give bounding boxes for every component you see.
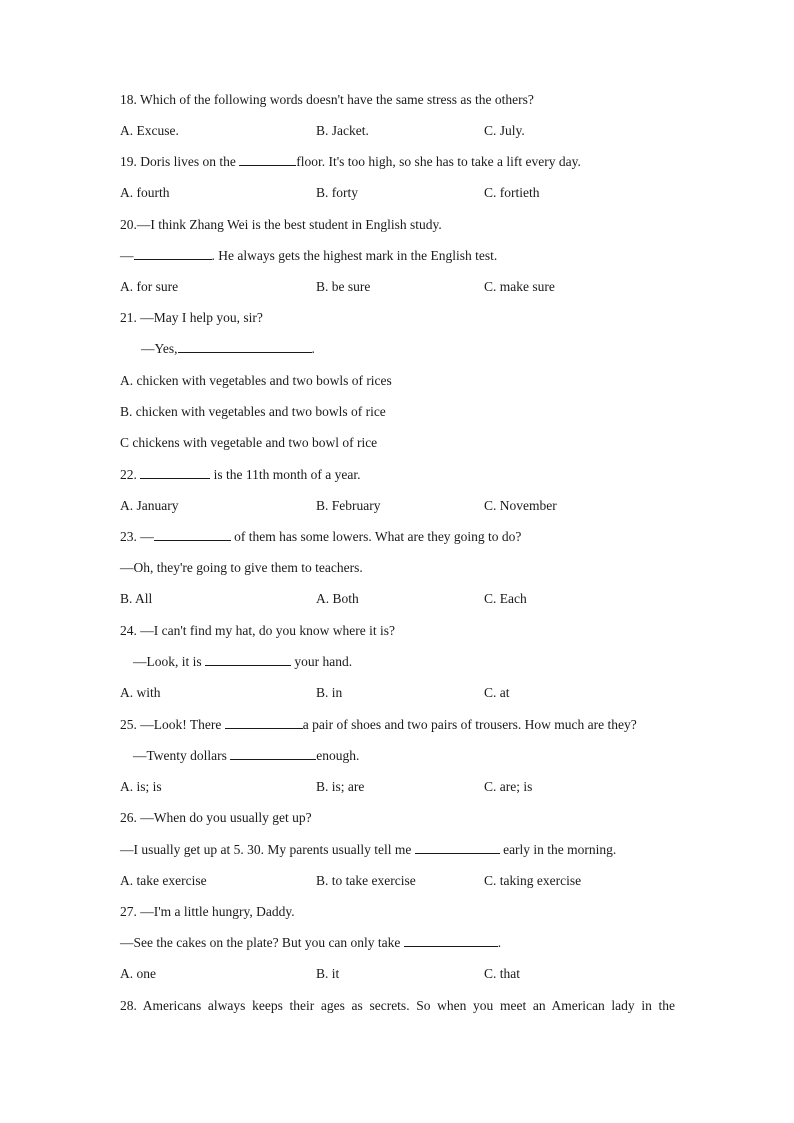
question-19-option-a: A. fourth <box>120 185 170 200</box>
question-23-option-3: C. Each <box>484 591 527 606</box>
question-27-option-c: C. that <box>484 966 520 981</box>
question-25-line2: —Twenty dollars enough. <box>133 748 360 763</box>
answer-blank <box>205 653 291 666</box>
question-25-line1: 25. —Look! There a pair of shoes and two pairs of trousers. How much are they? <box>120 717 637 732</box>
answer-blank <box>415 841 500 854</box>
question-26-option-a: A. take exercise <box>120 873 207 888</box>
question-26-line1: 26. —When do you usually get up? <box>120 810 312 825</box>
answer-blank <box>239 153 296 166</box>
question-22-option-c: C. November <box>484 498 557 513</box>
question-24-option-b: B. in <box>316 685 343 700</box>
question-21-line1: 21. —May I help you, sir? <box>120 310 263 325</box>
question-27-option-a: A. one <box>120 966 156 981</box>
question-20-option-a: A. for sure <box>120 279 179 294</box>
question-18-option-c: C. July. <box>484 123 525 138</box>
question-27-line1: 27. —I'm a little hungry, Daddy. <box>120 904 295 919</box>
question-21-line2: —Yes, . <box>141 341 315 356</box>
question-18-option-b: B. Jacket. <box>316 123 369 138</box>
question-20-option-c: C. make sure <box>484 279 555 294</box>
question-19-option-b: B. forty <box>316 185 358 200</box>
question-23-option-2: A. Both <box>316 591 359 606</box>
question-25-option-a: A. is; is <box>120 779 162 794</box>
question-22-option-a: A. January <box>120 498 179 513</box>
question-20-line2: — . He always gets the highest mark in the English test. <box>120 248 498 263</box>
question-20-line1: 20.—I think Zhang Wei is the best student in English study. <box>120 217 442 232</box>
question-24-line2: —Look, it is your hand. <box>133 654 353 669</box>
question-26-line2: —I usually get up at 5. 30. My parents usually tell me early in the morning. <box>120 842 617 857</box>
question-27-option-b: B. it <box>316 966 340 981</box>
question-21-option-c: C chickens with vegetable and two bowl of rice <box>120 435 378 450</box>
answer-blank <box>154 528 231 541</box>
question-25-option-b: B. is; are <box>316 779 365 794</box>
answer-blank <box>404 934 498 947</box>
question-28-line1: 28. Americans always keeps their ages as secrets. So when you meet an American lady in the <box>120 998 675 1013</box>
question-19-option-c: C. fortieth <box>484 185 540 200</box>
answer-blank <box>134 247 212 260</box>
question-23-line1: 23. — of them has some lowers. What are they going to do? <box>120 529 522 544</box>
question-18-option-a: A. Excuse. <box>120 123 179 138</box>
question-27-line2: —See the cakes on the plate? But you can only take . <box>120 935 502 950</box>
answer-blank <box>178 340 312 353</box>
answer-blank <box>230 747 316 760</box>
question-24-line1: 24. —I can't find my hat, do you know where it is? <box>120 623 396 638</box>
question-24-option-c: C. at <box>484 685 510 700</box>
question-20-option-b: B. be sure <box>316 279 371 294</box>
question-19-stem: 19. Doris lives on the floor. It's too high, so she has to take a lift every day. <box>120 154 581 169</box>
question-22-stem: 22. is the 11th month of a year. <box>120 467 361 482</box>
answer-blank <box>225 716 303 729</box>
answer-blank <box>140 466 210 479</box>
question-21-option-a: A. chicken with vegetables and two bowls of rices <box>120 373 392 388</box>
question-25-option-c: C. are; is <box>484 779 533 794</box>
question-18-stem: 18. Which of the following words doesn't have the same stress as the others? <box>120 92 534 107</box>
question-26-option-b: B. to take exercise <box>316 873 416 888</box>
question-24-option-a: A. with <box>120 685 161 700</box>
question-26-option-c: C. taking exercise <box>484 873 582 888</box>
question-23-option-1: B. All <box>120 591 153 606</box>
question-21-option-b: B. chicken with vegetables and two bowls of rice <box>120 404 386 419</box>
question-23-line2: —Oh, they're going to give them to teachers. <box>120 560 363 575</box>
question-22-option-b: B. February <box>316 498 381 513</box>
